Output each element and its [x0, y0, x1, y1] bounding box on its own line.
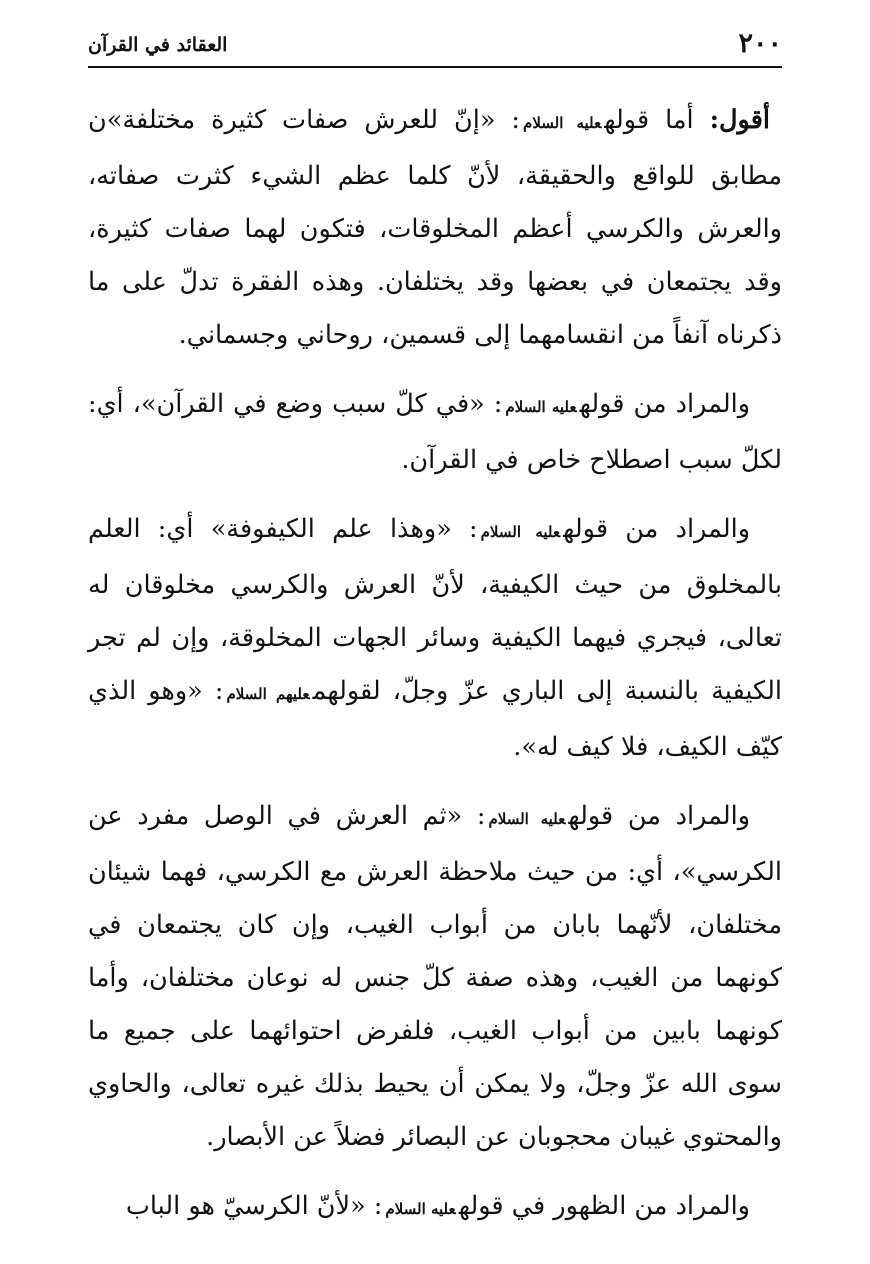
- honorific-mark: عليه السلام: [505, 398, 577, 416]
- paragraph-2-text: : «في كلّ سبب وضع في القرآن»، أي: لكلّ سبب اصطلاح خاص في القرآن.: [88, 389, 782, 475]
- honorific-mark: عليه السلام: [480, 523, 561, 541]
- paragraph-3: [88, 503, 782, 774]
- paragraph-5-intro: والمراد من الظهور في قوله: [458, 1191, 750, 1221]
- page-number: ٢٠٠: [738, 28, 782, 59]
- paragraph-3-intro: والمراد من قوله: [563, 514, 751, 544]
- paragraph-4: [88, 790, 782, 1164]
- paragraph-4-intro: والمراد من قوله: [568, 801, 751, 831]
- paragraph-2-intro: والمراد من قوله: [579, 389, 751, 419]
- paragraph-2: [88, 378, 782, 487]
- paragraph-5: [88, 1180, 782, 1236]
- paragraph-4-text: : «ثم العرش في الوصل مفرد عن الكرسي»، أي: من حيث ملاحظة العرش مع الكرسي، فهما شيئان مختلفان، لأنّهما بابان من أبواب الغيب، وإن كان يجتمعان في كونهما من الغيب، وهذه صفة كلّ جنس له نوعان مختلفان، وأما كونهما بابين من أبواب الغيب، فلفرض احتوائهما على جميع ما سوى الله عزّ وجلّ، ولا يمكن أن يحيط بذلك غيره تعالى، والحاوي والمحتوي غيبان محجوبان عن البصائر فضلاً عن الأبصار.: [88, 801, 782, 1152]
- paragraph-3-text: : «وهذا علم الكيفوفة» أي: العلم بالمخلوق من حيث الكيفية، لأنّ العرش والكرسي مخلوقان له تعالى، فيجري فيهما الكيفية وسائر الجهات المخلوقة، وإن لم تجر الكيفية بالنسبة إلى الباري عزّ وجلّ، لقولهم: [88, 514, 782, 706]
- honorific-mark: عليه السلام: [385, 1200, 456, 1218]
- paragraph-5-text: : «لأنّ الكرسيّ هو الباب: [125, 1191, 383, 1221]
- page-header: [88, 24, 782, 68]
- paragraph-1-lead: أقول:: [709, 105, 770, 135]
- honorific-mark: عليه السلام: [488, 810, 566, 828]
- honorific-mark-plural: عليهم السلام: [226, 685, 310, 703]
- paragraph-1-intro: أما قوله: [604, 105, 694, 135]
- running-title: العقائد في القرآن: [88, 34, 228, 56]
- paragraph-1: [88, 94, 782, 362]
- paragraph-1-text: : «إنّ للعرش صفات كثيرة مختلفة»ن مطابق للواقع والحقيقة، لأنّ كلما عظم الشيء كثرت صفاته، والعرش والكرسي أعظم المخلوقات، فتكون لهما صفات كثيرة، وقد يجتمعان في بعضها وقد يختلفان. وهذه الفقرة تدلّ على ما ذكرناه آنفاً من انقسامهما إلى قسمين، روحاني وجسماني.: [88, 105, 782, 350]
- honorific-mark: عليه السلام: [523, 114, 602, 132]
- body-text: [88, 94, 782, 1252]
- paragraph-3-quote: : «وهو الذي كيّف الكيف، فلا كيف له».: [88, 676, 782, 762]
